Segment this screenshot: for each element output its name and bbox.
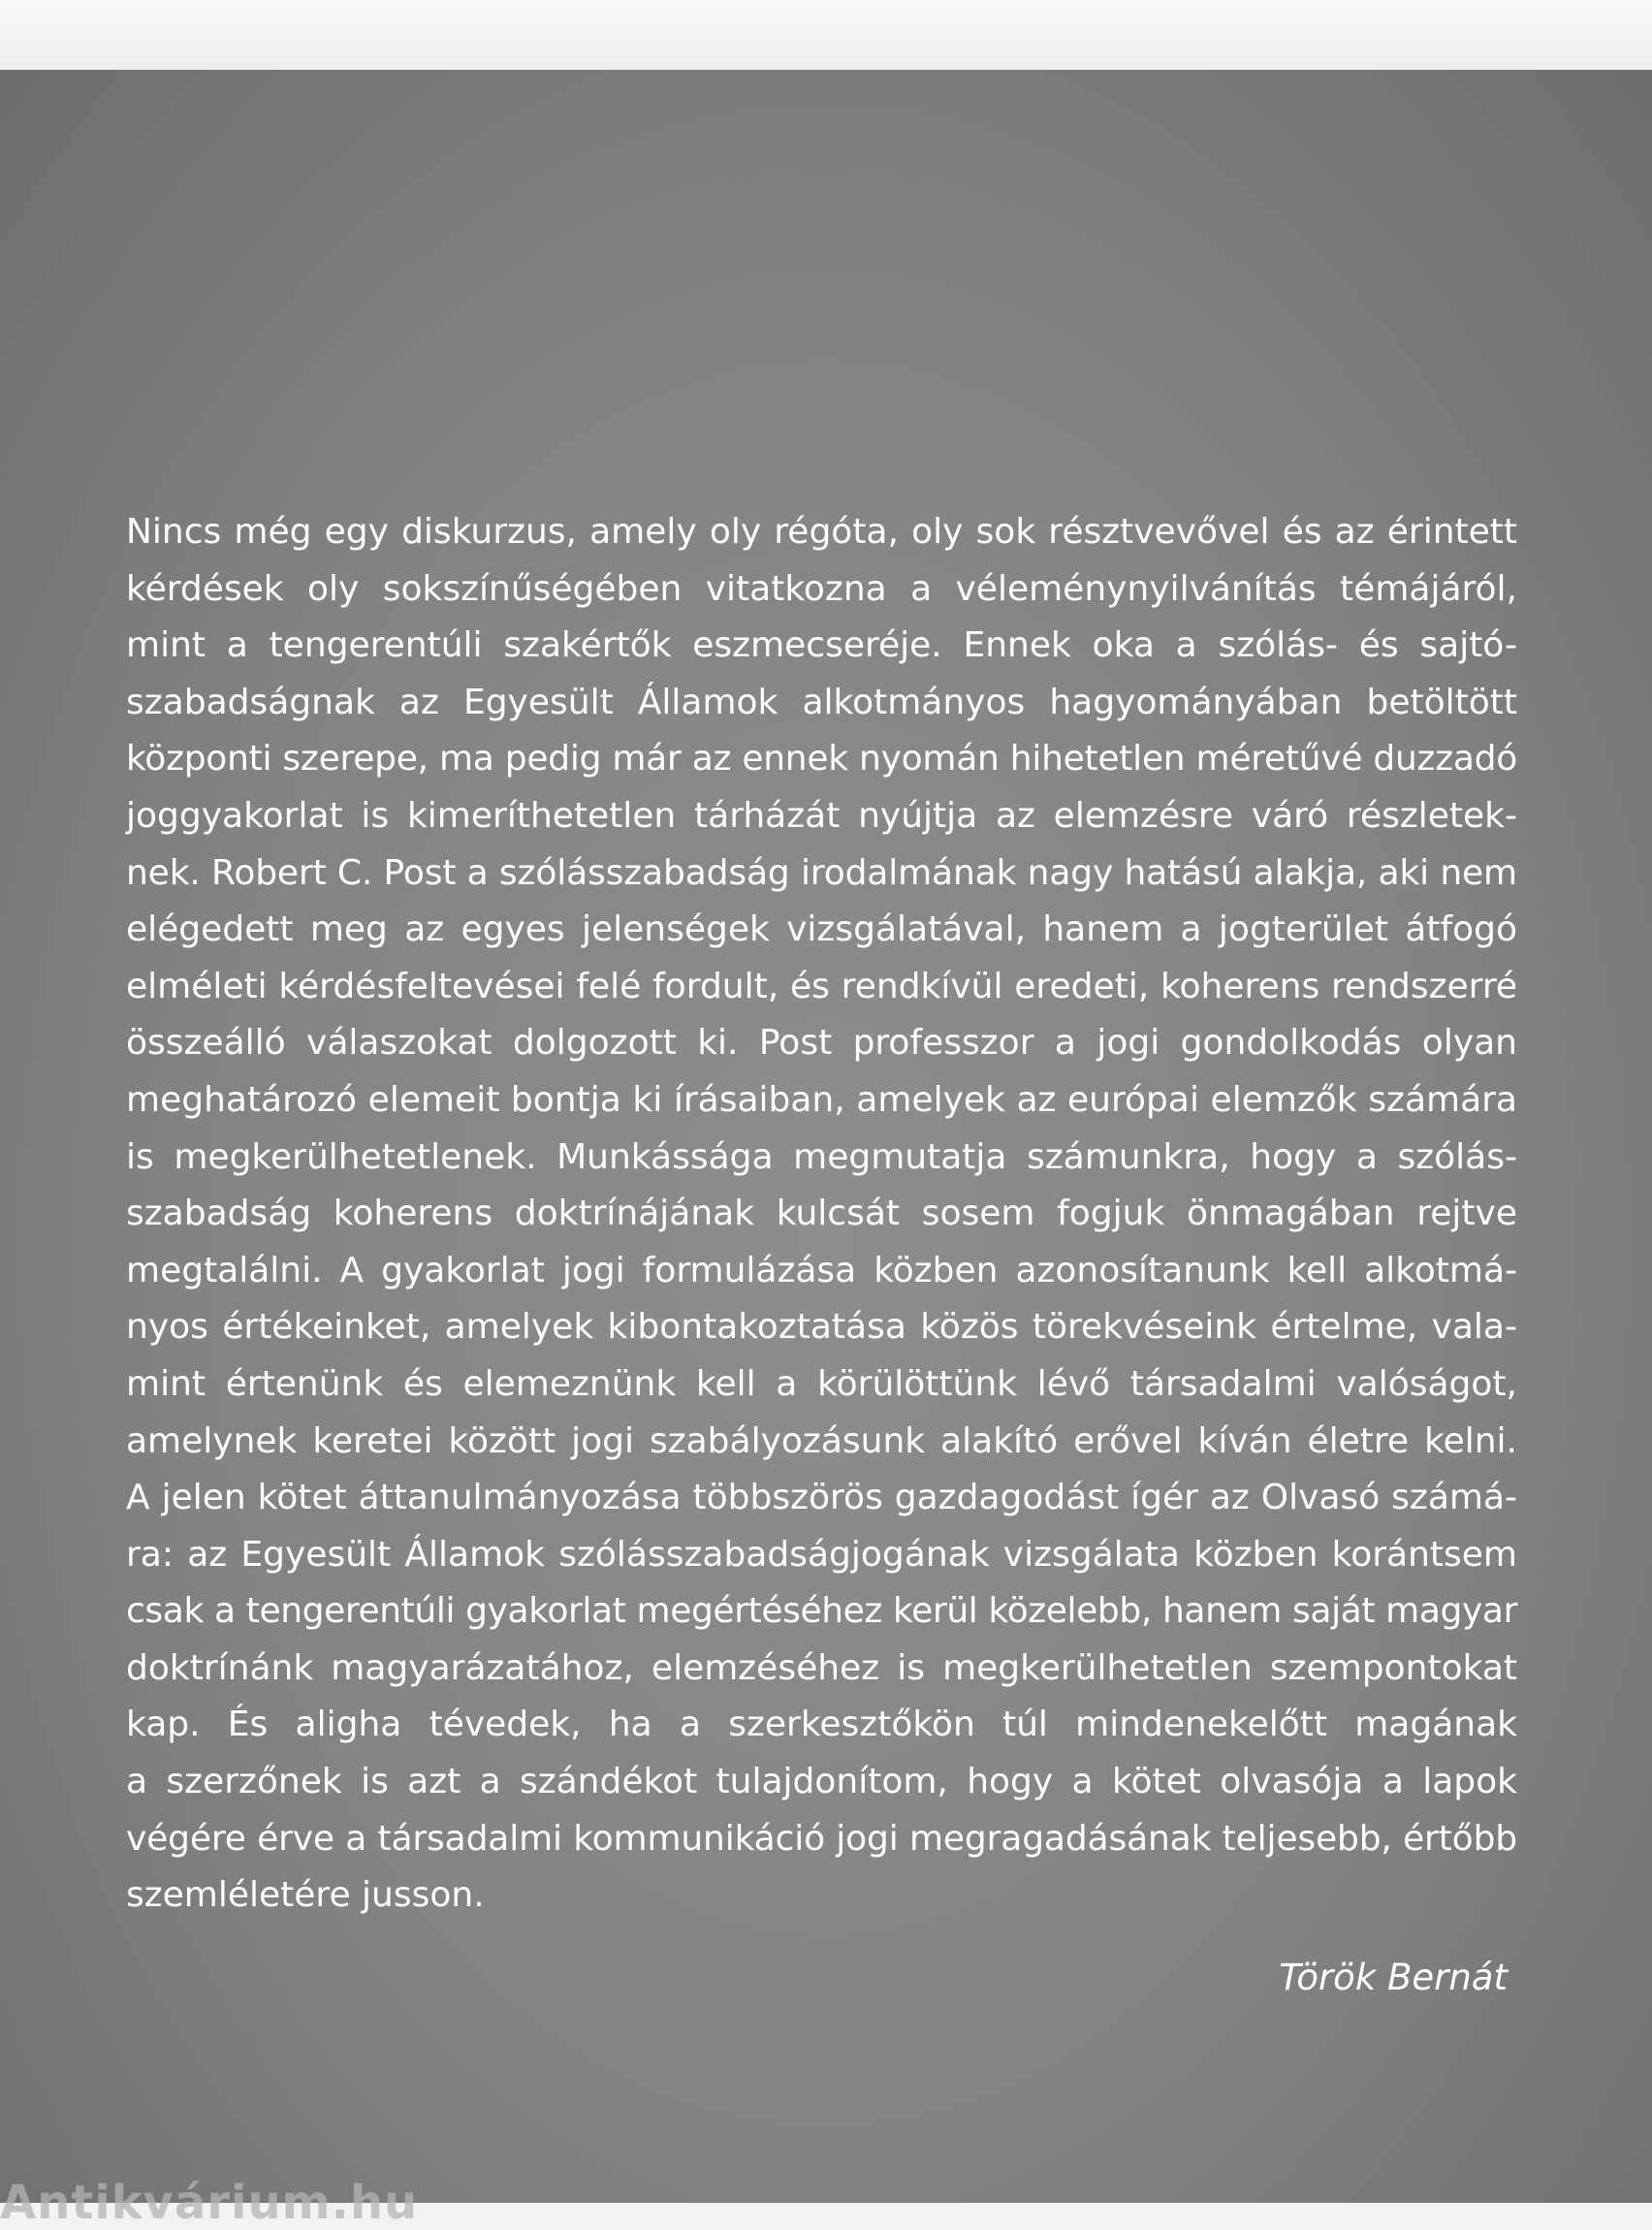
text-line: megtalálni. A gyakorlat jogi formulázása közben azonosítanunk kell alkotmá- (126, 1250, 1517, 1290)
text-line: Nincs még egy diskurzus, amely oly régóta, oly sok résztvevővel és az érintett (126, 512, 1517, 552)
text-line: végére érve a társadalmi kommunikáció jogi megragadásának teljesebb, értőbb (126, 1818, 1517, 1859)
text-line: is megkerülhetetlenek. Munkássága megmutatja számunkra, hogy a szólás- (126, 1136, 1517, 1177)
text-line: ra: az Egyesült Államok szólásszabadságjogának vizsgálata közben korántsem (126, 1534, 1517, 1575)
text-line: amelynek keretei között jogi szabályozásunk alakító erővel kíván életre kelni. (126, 1420, 1517, 1461)
text-line: központi szerepe, ma pedig már az ennek nyomán hihetetlen méretűvé duzzadó (126, 739, 1517, 780)
text-line: szabadságnak az Egyesült Államok alkotmányos hagyományában betöltött (126, 682, 1517, 722)
text-line: doktrínánk magyarázatához, elemzéséhez is megkerülhetetlen szempontokat (126, 1647, 1517, 1688)
text-line: a szerzőnek is azt a szándékot tulajdonítom, hogy a kötet olvasója a lapok (126, 1762, 1517, 1802)
blurb-text (126, 504, 1517, 1925)
text-line: joggyakorlat is kimeríthetetlen tárházát nyújtja az elemzésre váró részletek- (126, 795, 1517, 836)
text-line: csak a tengerentúli gyakorlat megértéséhez kerül közelebb, hanem saját magyar (126, 1591, 1517, 1632)
text-line: meghatározó elemeit bontja ki írásaiban, amelyek az európai elemzők számára (126, 1079, 1517, 1120)
text-line: nyos értékeinket, amelyek kibontakoztatása közös törekvéseink értelme, vala- (126, 1307, 1517, 1348)
text-line: elégedett meg az egyes jelenségek vizsgálatával, hanem a jogterület átfogó (126, 909, 1517, 950)
author-signature: Török Bernát (1279, 1957, 1508, 1998)
watermark: Antikvárium.hu (0, 2176, 419, 2230)
text-line: kap. És aligha tévedek, ha a szerkesztőkön túl mindenekelőtt magának (126, 1704, 1517, 1745)
text-line: mint a tengerentúli szakértők eszmecseréje. Ennek oka a szólás- és sajtó- (126, 625, 1517, 666)
text-line: szemléletére jusson. (126, 1875, 485, 1916)
text-line: szabadság koherens doktrínájának kulcsát sosem fogjuk önmagában rejtve (126, 1194, 1517, 1234)
text-line: nek. Robert C. Post a szólásszabadság irodalmának nagy hatású alakja, aki nem (126, 852, 1517, 893)
page-top-margin (0, 0, 1652, 70)
text-line: mint értenünk és elemeznünk kell a körülöttünk lévő társadalmi valóságot, (126, 1363, 1517, 1404)
text-line: kérdések oly sokszínűségében vitatkozna a véleménynyilvánítás témájáról, (126, 568, 1517, 609)
text-line: összeálló válaszokat dolgozott ki. Post professzor a jogi gondolkodás olyan (126, 1023, 1517, 1064)
text-line: A jelen kötet áttanulmányozása többszörös gazdagodást ígér az Olvasó számá- (126, 1478, 1517, 1518)
text-line: elméleti kérdésfeltevései felé fordult, és rendkívül eredeti, koherens rendszerré (126, 966, 1517, 1006)
